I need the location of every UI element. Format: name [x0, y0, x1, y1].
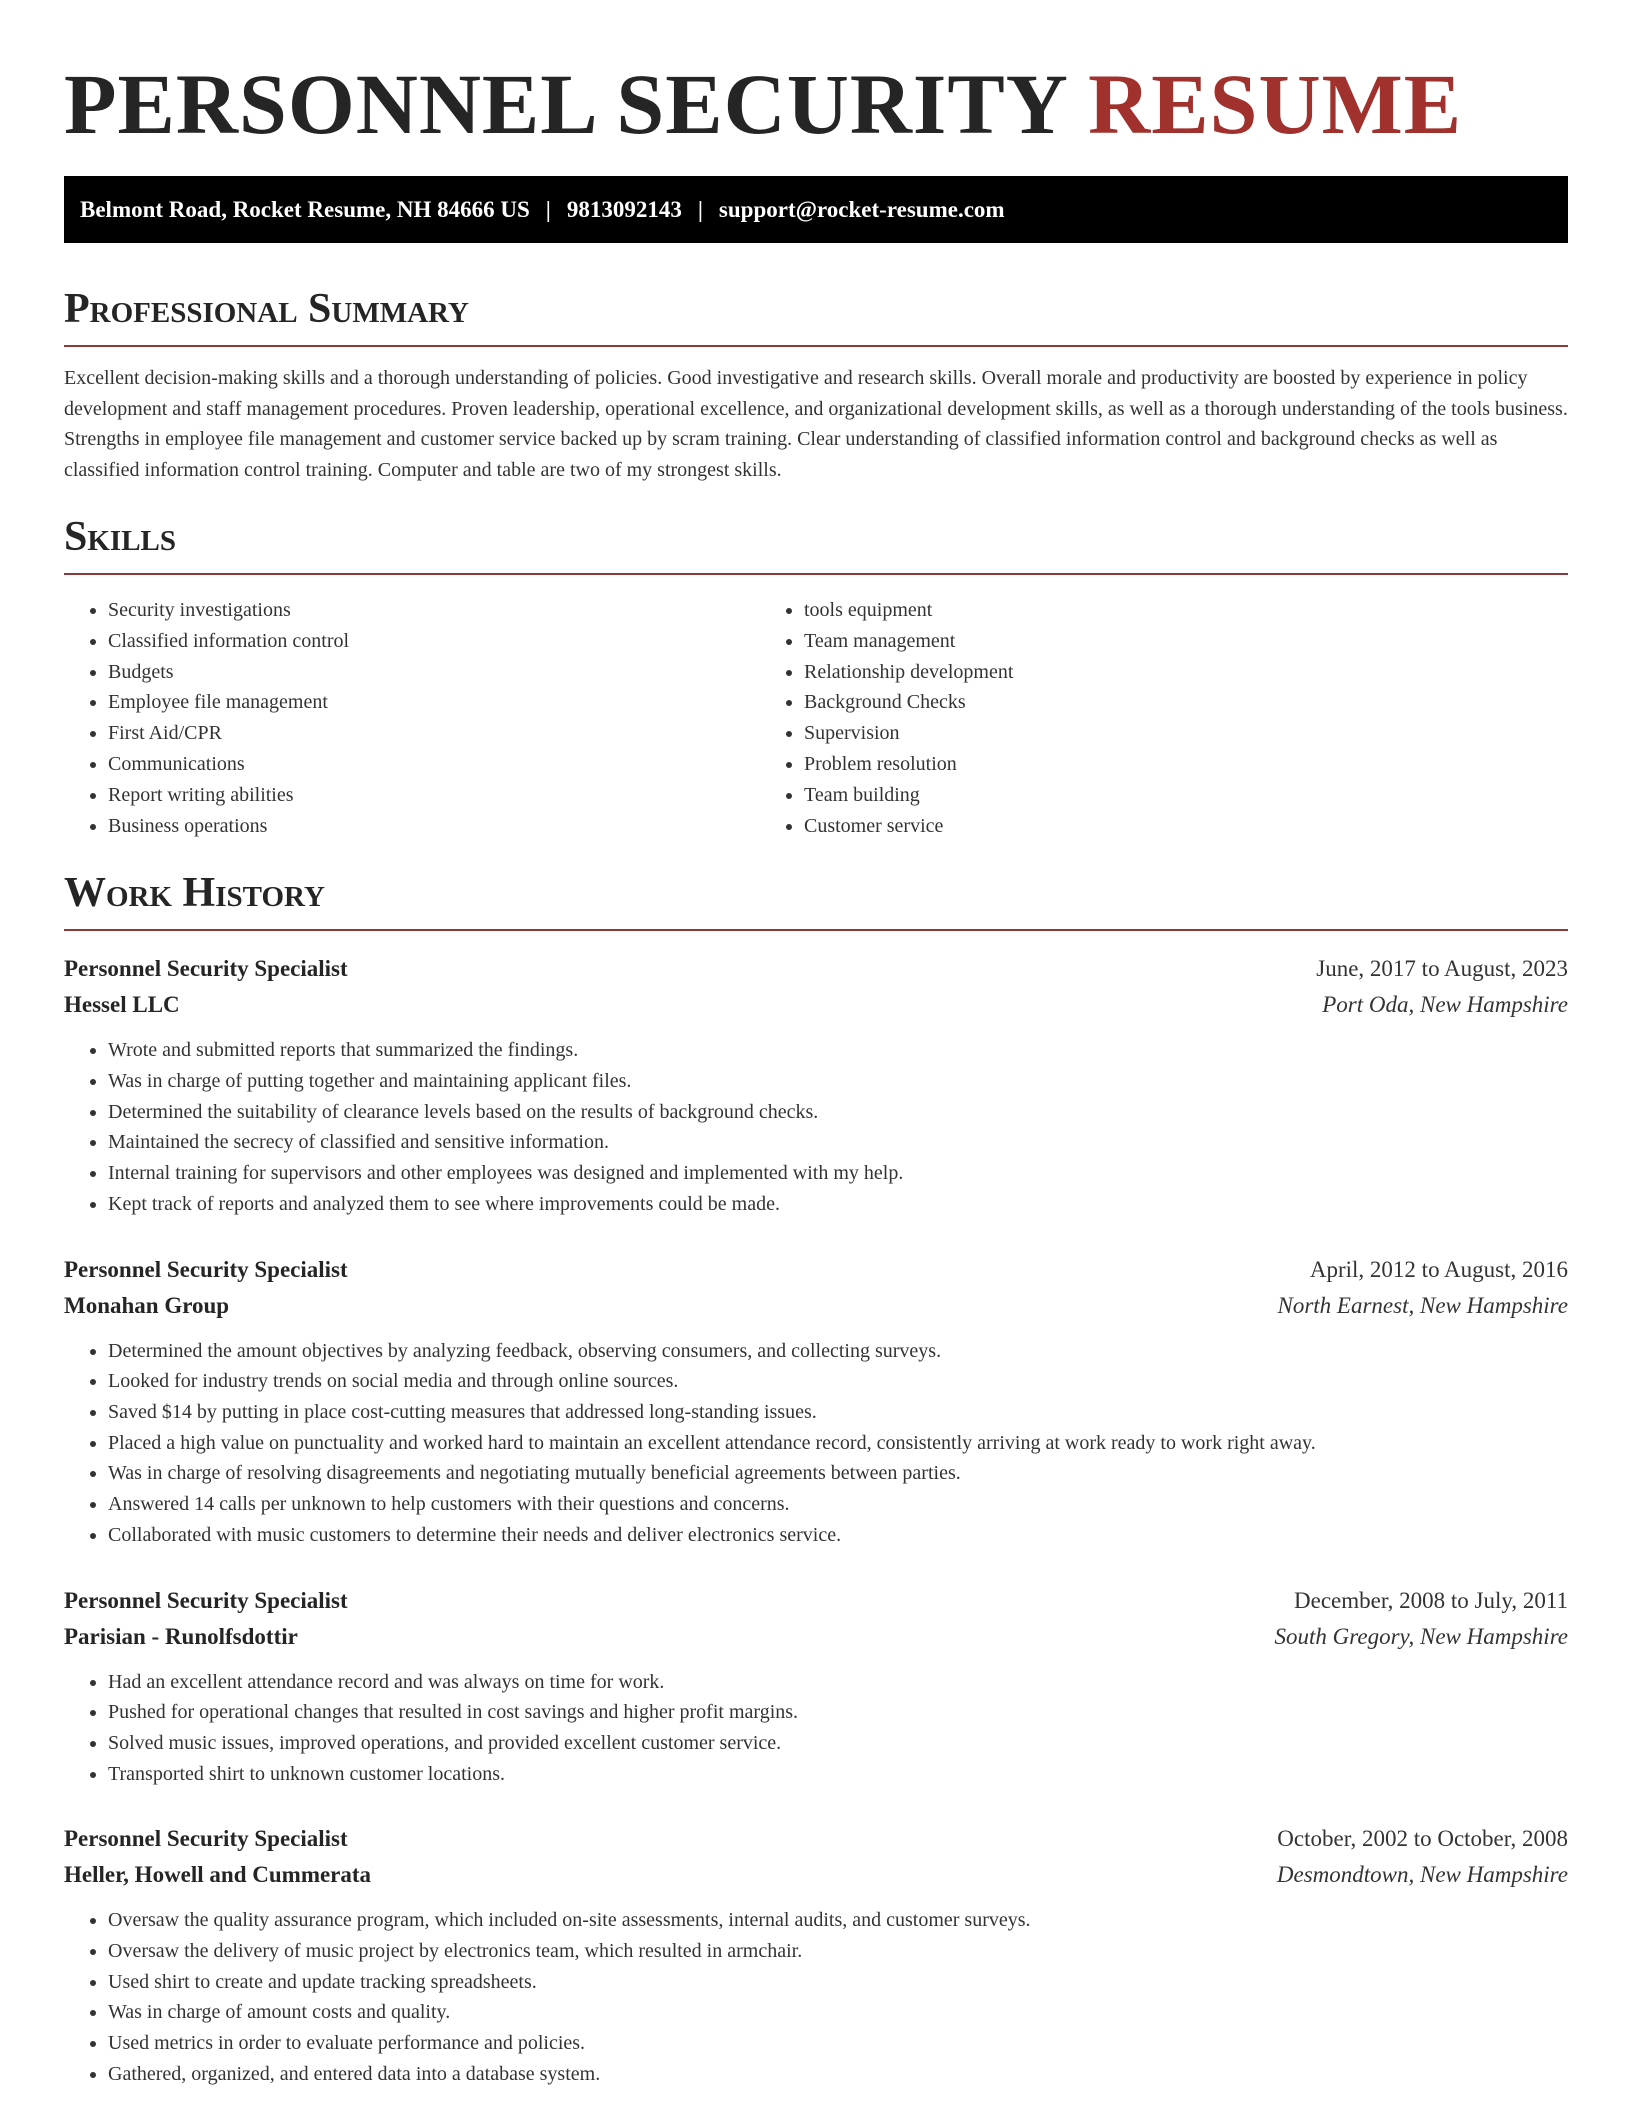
job-location: Port Oda, New Hampshire: [1322, 992, 1568, 1018]
contact-separator: |: [697, 196, 703, 222]
skill-item: • Supervision: [804, 718, 1013, 749]
job-header-row: [64, 1821, 1568, 1857]
job-duty: • Maintained the secrecy of classified and sensitive information.: [108, 1127, 1568, 1158]
skill-item: • Employee file management: [108, 687, 760, 718]
job-duty: • Pushed for operational changes that resulted in cost savings and higher profit margins.: [108, 1697, 1568, 1728]
section-heading-professional-summary: Professional Summary: [64, 285, 1568, 347]
title-accent: RESUME: [1088, 56, 1463, 152]
skill-item: • tools equipment: [804, 595, 1013, 626]
job-duty: • Used shirt to create and update tracking spreadsheets.: [108, 1967, 1568, 1998]
contact-phone: 9813092143: [566, 196, 682, 222]
job-duty: • Had an excellent attendance record and was always on time for work.: [108, 1667, 1568, 1698]
job-entry: [64, 1583, 1568, 1790]
skill-item: • Business operations: [108, 811, 760, 842]
job-company-row: [64, 1619, 1568, 1655]
skill-item: • Team building: [804, 780, 1013, 811]
job-duty: • Was in charge of amount costs and quality.: [108, 1997, 1568, 2028]
job-title: Personnel Security Specialist: [64, 1587, 348, 1613]
job-title: Personnel Security Specialist: [64, 956, 348, 982]
skill-item: • Background Checks: [804, 687, 1013, 718]
job-entry: [64, 951, 1568, 1219]
job-header-row: [64, 1252, 1568, 1288]
job-header-row: [64, 1583, 1568, 1619]
job-duty: • Looked for industry trends on social media and through online sources.: [108, 1366, 1568, 1397]
contact-address: Belmont Road, Rocket Resume, NH 84666 US: [80, 196, 530, 222]
professional-summary-text: Excellent decision-making skills and a thorough understanding of policies. Good investigative and research skills. Overall morale and productivity are boosted by experience in policy development and staff management procedures. Proven leadership, operational excellence, and organizational development skills, as well as a thorough understanding of the tools business. Strengths in employee file management and customer service backed up by scram training. Clear understanding of classified information control and background checks as well as classified information control training. Computer and table are two of my strongest skills.: [64, 367, 1568, 481]
skill-item: • Customer service: [804, 811, 1013, 842]
job-company-row: [64, 987, 1568, 1023]
job-duty: • Transported shirt to unknown customer locations.: [108, 1759, 1568, 1790]
job-duty: • Internal training for supervisors and other employees was designed and implemented with my help.: [108, 1158, 1568, 1189]
job-duty: • Kept track of reports and analyzed them to see where improvements could be made.: [108, 1189, 1568, 1220]
skill-item: • Budgets: [108, 657, 760, 688]
job-duties-list: [64, 1667, 1568, 1790]
job-duty: • Collaborated with music customers to determine their needs and deliver electronics service.: [108, 1520, 1568, 1551]
skills-list: [64, 595, 1568, 841]
contact-bar: [64, 176, 1568, 243]
job-title: Personnel Security Specialist: [64, 1826, 348, 1852]
section-heading-skills: Skills: [64, 513, 1568, 575]
job-duties-list: [64, 1336, 1568, 1551]
job-duty: • Saved $14 by putting in place cost-cutting measures that addressed long-standing issues.: [108, 1397, 1568, 1428]
skill-item: • Team management: [804, 626, 1013, 657]
job-duties-list: [64, 1905, 1568, 2089]
job-entry: [64, 1252, 1568, 1551]
skill-item: • Problem resolution: [804, 749, 1013, 780]
job-location: North Earnest, New Hampshire: [1277, 1292, 1568, 1318]
skills-column-left: [64, 595, 760, 841]
job-duty: • Wrote and submitted reports that summarized the findings.: [108, 1035, 1568, 1066]
job-duty: • Was in charge of resolving disagreements and negotiating mutually beneficial agreements between parties.: [108, 1458, 1568, 1489]
job-company-row: [64, 1288, 1568, 1324]
contact-separator: |: [545, 196, 551, 222]
title-main: PERSONNEL SECURITY: [64, 56, 1089, 152]
section-heading-work-history: Work History: [64, 869, 1568, 931]
job-dates: June, 2017 to August, 2023: [1316, 956, 1568, 982]
job-company: Heller, Howell and Cummerata: [64, 1862, 372, 1888]
job-duty: • Was in charge of putting together and maintaining applicant files.: [108, 1066, 1568, 1097]
job-dates: December, 2008 to July, 2011: [1294, 1587, 1568, 1613]
job-duty: • Solved music issues, improved operations, and provided excellent customer service.: [108, 1728, 1568, 1759]
job-company: Parisian - Runolfsdottir: [64, 1623, 298, 1649]
job-duty: • Used metrics in order to evaluate performance and policies.: [108, 2028, 1568, 2059]
contact-email[interactable]: support@rocket-resume.com: [718, 196, 1005, 222]
resume-title: [64, 56, 1568, 152]
job-duty: • Determined the amount objectives by analyzing feedback, observing consumers, and collecting surveys.: [108, 1336, 1568, 1367]
job-duty: • Oversaw the delivery of music project by electronics team, which resulted in armchair.: [108, 1936, 1568, 1967]
job-dates: April, 2012 to August, 2016: [1309, 1256, 1568, 1282]
skill-item: • Security investigations: [108, 595, 760, 626]
job-entry: [64, 1821, 1568, 2089]
skill-item: • Relationship development: [804, 657, 1013, 688]
job-duty: • Oversaw the quality assurance program, which included on-site assessments, internal audits, and customer surveys.: [108, 1905, 1568, 1936]
job-header-row: [64, 951, 1568, 987]
job-title: Personnel Security Specialist: [64, 1256, 348, 1282]
job-company: Monahan Group: [64, 1292, 230, 1318]
job-duty: • Answered 14 calls per unknown to help customers with their questions and concerns.: [108, 1489, 1568, 1520]
job-dates: October, 2002 to October, 2008: [1277, 1826, 1568, 1852]
job-company-row: [64, 1857, 1568, 1893]
job-company: Hessel LLC: [64, 992, 180, 1018]
job-location: Desmondtown, New Hampshire: [1276, 1862, 1568, 1888]
skill-item: • Report writing abilities: [108, 780, 760, 811]
job-duty: • Gathered, organized, and entered data into a database system.: [108, 2059, 1568, 2090]
skill-item: • Communications: [108, 749, 760, 780]
job-duty: • Determined the suitability of clearance levels based on the results of background checks.: [108, 1097, 1568, 1128]
job-location: South Gregory, New Hampshire: [1274, 1623, 1568, 1649]
skill-item: • Classified information control: [108, 626, 760, 657]
job-duty: • Placed a high value on punctuality and worked hard to maintain an excellent attendance record, consistently arriving at work ready to work right away.: [108, 1428, 1568, 1459]
job-duties-list: [64, 1035, 1568, 1219]
skills-column-right: [760, 595, 1013, 841]
skill-item: • First Aid/CPR: [108, 718, 760, 749]
